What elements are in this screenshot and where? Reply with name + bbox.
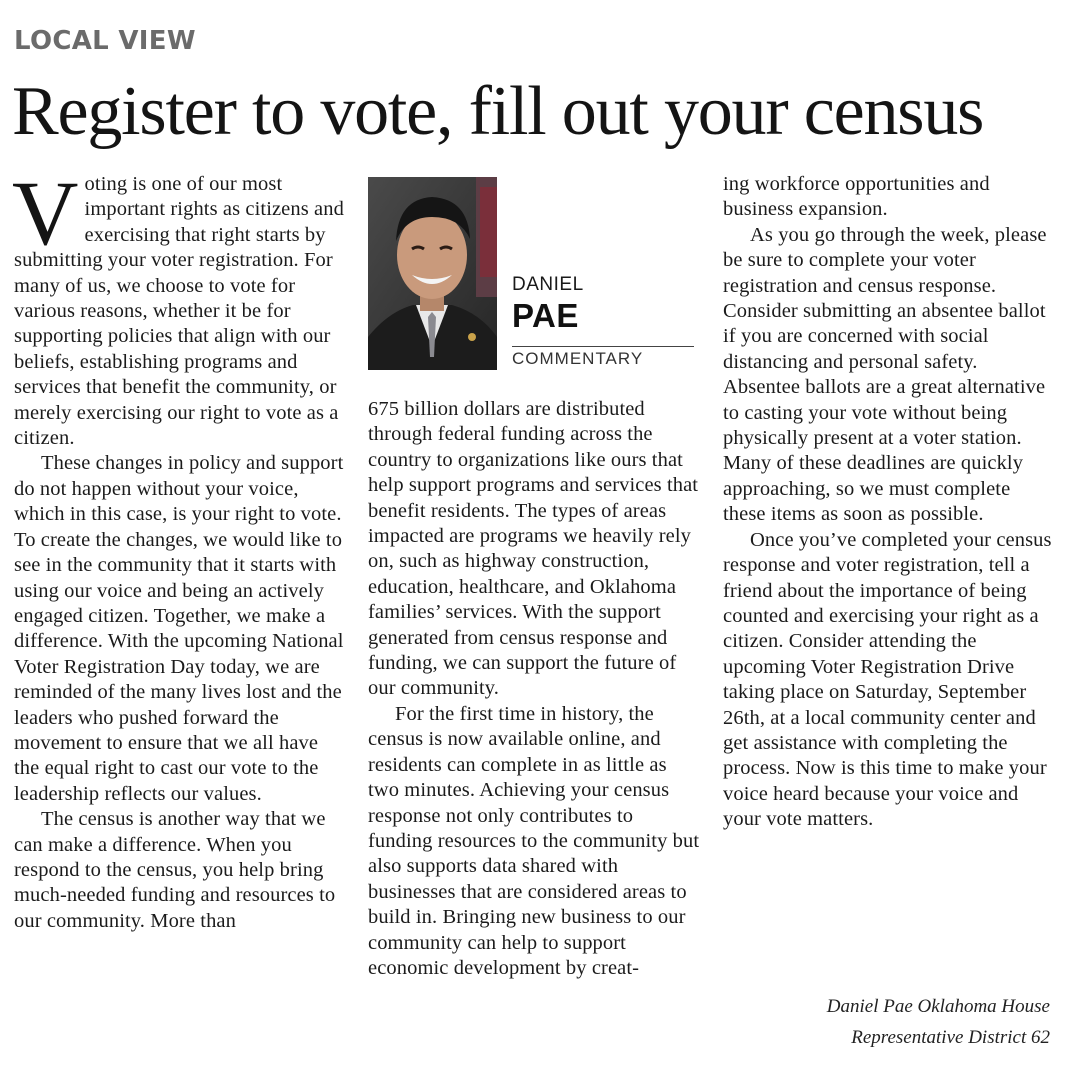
headline: Register to vote, fill out your census [12,73,984,150]
author-portrait-icon [368,177,497,370]
byline-divider [512,346,694,347]
article-column-3 [723,172,1053,833]
author-photo [368,177,497,370]
article-paragraph: These changes in policy and support do not happen without your voice, which in this case, is your right to vote. To create the changes, we would like to see in the community that it starts with using our voice and being an actively engaged citizen. Together, we make a difference. With the upcoming National Voter Registration Day today, we are reminded of the many lives lost and the leaders who pushed forward the movement to ensure that we all have the equal right to cast our vote to the leadership reflects our values. [14,452,344,805]
article-paragraph: 675 billion dollars are distributed through federal funding across the country to organizations like ours that help support programs and services that benefit residents. The types of areas impacted are programs we heavily rely on, such as highway construction, education, healthcare, and Oklahoma families’ services. With the support generated from census response and funding, we can support the future of our community. [368,398,699,700]
article-column-2 [368,397,700,981]
article-paragraph: As you go through the week, please be sure to complete your voter registration and census response. Consider submitting an absentee ballot if you are concerned with social distancing and personal safety. Absentee ballots are a great alternative to casting your vote without being physically present at a voter station. Many of these deadlines are quickly approaching, so we must complete these items as soon as possible. [723,223,1047,526]
author-first-name: DANIEL [512,274,584,295]
article-paragraph: For the first time in history, the census is now available online, and residents can complete in as little as two minutes. Achieving your census response not only contributes to funding resources to the community but also supports data shared with businesses that are considered areas to build in. Bringing new business to our community can help to support economic development by creat- [368,702,700,979]
signature-line-2: Representative District 62 [851,1027,1050,1048]
article-paragraph: The census is another way that we can make a difference. When you respond to the census, you help bring much-needed funding and resources to our community. More than [14,808,336,932]
paragraph-text: oting is one of our most important rights as citizens and exercising that right starts by submitting your voter registration. For many of us, we choose to vote for various reasons, whether it be for supporting policies that align with our beliefs, establishing programs and services that benefit the community, or merely exercising our right to vote as a citizen. [14,173,344,450]
author-last-name: PAE [512,297,579,334]
article-column-1 [12,162,347,934]
article-paragraph: Once you’ve completed your census response and voter registration, tell a friend about the importance of being counted and exercising your right as a citizen. Consider attending the upcoming Voter Registration Drive taking place on Saturday, September 26th, at a local community center and get assistance with completing the process. Now is this time to make your voice heard because your voice and your vote matters. [723,528,1052,831]
byline-kind: COMMENTARY [512,349,644,368]
drop-cap: V [12,162,79,264]
article-paragraph [12,162,347,451]
article-paragraph: ing workforce opportunities and business expansion. [723,173,990,221]
signature-line-1: Daniel Pae Oklahoma House [826,996,1050,1017]
section-label: LOCAL VIEW [14,26,196,56]
